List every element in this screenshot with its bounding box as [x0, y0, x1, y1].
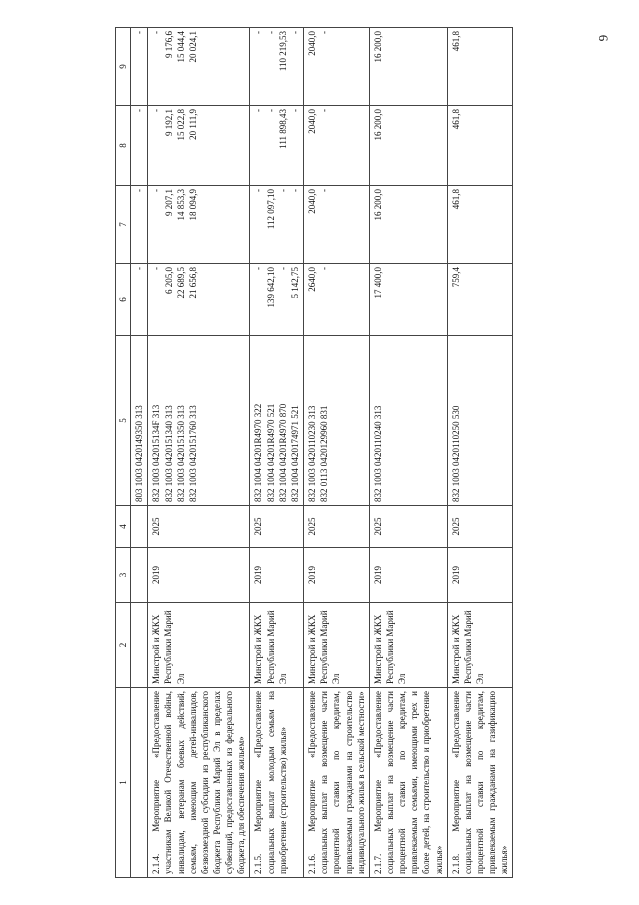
executor-cell: Минстрой и ЖКХ Республики Марий Эл — [447, 603, 513, 688]
value: 461,8 — [450, 109, 461, 130]
value: 17 400,0 — [372, 267, 383, 299]
value-cell — [447, 106, 513, 186]
value: 21 656,8 — [187, 267, 198, 299]
budget-code-cell — [250, 336, 304, 506]
value: - — [319, 109, 330, 112]
value: 16 200,0 — [372, 189, 383, 221]
value: - — [151, 267, 162, 270]
budget-code: 832 1004 04201R4970 870 — [277, 403, 288, 502]
executor-cell — [131, 603, 148, 688]
col-header: 9 — [116, 28, 131, 106]
table-row — [250, 28, 304, 878]
budget-code-cell — [148, 336, 250, 506]
value: - — [151, 109, 162, 112]
start-year-cell: 2019 — [369, 548, 447, 603]
value: - — [290, 189, 301, 192]
budget-code: 832 1003 042015134F 313 — [151, 404, 162, 502]
value: 139 642,10 — [265, 267, 276, 308]
value-cell — [148, 28, 250, 106]
start-year-cell: 2019 — [447, 548, 513, 603]
value: 16 200,0 — [372, 109, 383, 141]
value: 759,4 — [450, 267, 461, 288]
value: 111 898,43 — [277, 109, 288, 149]
value: - — [319, 189, 330, 192]
budget-code-cell — [131, 336, 148, 506]
value: - — [253, 31, 264, 34]
value: - — [253, 267, 264, 270]
col-header: 2 — [116, 603, 131, 688]
col-header: 1 — [116, 688, 131, 878]
value: 112 097,10 — [265, 189, 276, 230]
description-cell: 2.1.6. Мероприятие «Предоставление социальных выплат на возмещение части процентной ставки по кредитам, привлекаемым гражданами на строительство индивидуального жилья в сельской местности» — [304, 688, 370, 878]
value-cell — [447, 186, 513, 264]
value-cell — [447, 264, 513, 336]
program-table — [115, 27, 513, 878]
budget-code-cell — [304, 336, 370, 506]
value-cell — [250, 264, 304, 336]
executor-cell: Минстрой и ЖКХ Республики Марий Эл — [250, 603, 304, 688]
value: - — [253, 109, 264, 112]
value-cell — [369, 106, 447, 186]
value: 461,8 — [450, 31, 461, 52]
end-year-cell — [131, 506, 148, 548]
value-cell — [369, 28, 447, 106]
value-cell — [250, 186, 304, 264]
start-year-cell: 2019 — [250, 548, 304, 603]
value-cell — [304, 264, 370, 336]
value: - — [277, 267, 288, 270]
table-row — [131, 28, 148, 878]
description-cell: 2.1.8. Мероприятие «Предоставление социальных выплат на возмещение части процентной ставки по кредитам, привлекаемым гражданами на газификацию жилья» — [447, 688, 513, 878]
col-header: 4 — [116, 506, 131, 548]
value: - — [151, 189, 162, 192]
budget-code: 832 1004 0420174971 521 — [290, 405, 301, 502]
value-cell — [131, 186, 148, 264]
value: 2640,0 — [307, 267, 318, 292]
value: 18 094,9 — [187, 189, 198, 221]
budget-code: 832 1004 04201R4970 322 — [253, 403, 264, 502]
end-year-cell: 2025 — [369, 506, 447, 548]
executor-cell: Минстрой и ЖКХ Республики Марий Эл — [369, 603, 447, 688]
col-header: 7 — [116, 186, 131, 264]
start-year-cell: 2019 — [304, 548, 370, 603]
value: 461,8 — [450, 189, 461, 210]
executor-cell: Минстрой и ЖКХ Республики Марий Эл — [304, 603, 370, 688]
value: - — [134, 31, 145, 34]
value: - — [134, 109, 145, 112]
value-cell — [304, 106, 370, 186]
value: 2040,0 — [307, 189, 318, 214]
value: 22 689,5 — [175, 267, 186, 299]
start-year-cell: 2019 — [148, 548, 250, 603]
value: 20 111,9 — [187, 109, 198, 140]
end-year-cell: 2025 — [148, 506, 250, 548]
end-year-cell: 2025 — [447, 506, 513, 548]
description-cell: 2.1.5. Мероприятие «Предоставление социальных выплат молодым семьям на приобретение (строительство) жилья» — [250, 688, 304, 878]
budget-code: 832 0113 0420129960 831 — [319, 405, 330, 502]
table-row — [447, 28, 513, 878]
end-year-cell: 2025 — [304, 506, 370, 548]
budget-code: 832 1003 0420151350 313 — [175, 405, 186, 502]
rotated-table-sheet — [115, 28, 625, 878]
budget-code: 832 1004 04201R4970 521 — [265, 403, 276, 502]
value-cell — [369, 264, 447, 336]
value: - — [134, 189, 145, 192]
value: - — [290, 109, 301, 112]
value: 20 024,1 — [187, 31, 198, 63]
value: 15 022,8 — [175, 109, 186, 141]
page-number: 6 — [596, 34, 611, 42]
value: 14 853,3 — [175, 189, 186, 221]
value: 9 192,1 — [163, 109, 174, 136]
description-cell — [131, 688, 148, 878]
value-cell — [304, 28, 370, 106]
value-cell — [131, 28, 148, 106]
value: 6 205,0 — [163, 267, 174, 294]
value-cell — [447, 28, 513, 106]
table-row — [369, 28, 447, 878]
header-row — [116, 28, 131, 878]
value-cell — [304, 186, 370, 264]
value: - — [265, 31, 276, 34]
description-cell: 2.1.7. Мероприятие «Предоставление социальных выплат на возмещение части процентной ставки по кредитам, привлекаемым семьями, имеющими трех и более детей, на строительство и приобретение жилья» — [369, 688, 447, 878]
value-cell — [148, 264, 250, 336]
value: 2040,0 — [307, 31, 318, 56]
value: 110 219,53 — [277, 31, 288, 72]
budget-code: 832 1003 0420151760 313 — [187, 405, 198, 502]
budget-code: 832 1003 0420110240 313 — [372, 405, 383, 502]
budget-code: 832 1003 0420110230 313 — [307, 405, 318, 502]
budget-code: 832 1003 0420110250 530 — [450, 405, 461, 502]
value: - — [151, 31, 162, 34]
value-cell — [250, 28, 304, 106]
value: - — [319, 267, 330, 270]
value: 5 142,75 — [290, 267, 301, 299]
value-cell — [131, 106, 148, 186]
value-cell — [148, 106, 250, 186]
col-header: 5 — [116, 336, 131, 506]
value: - — [277, 189, 288, 192]
value: 16 200,0 — [372, 31, 383, 63]
value: - — [253, 189, 264, 192]
value: - — [265, 109, 276, 112]
col-header: 8 — [116, 106, 131, 186]
executor-cell: Минстрой и ЖКХ Республики Марий Эл — [148, 603, 250, 688]
col-header: 6 — [116, 264, 131, 336]
budget-code-cell — [369, 336, 447, 506]
table-body — [131, 28, 513, 878]
table-row — [148, 28, 250, 878]
budget-code: 803 1003 0420149350 313 — [134, 405, 145, 502]
col-header: 3 — [116, 548, 131, 603]
table-row — [304, 28, 370, 878]
budget-code: 832 1003 0420151340 313 — [163, 405, 174, 502]
value: 2040,0 — [307, 109, 318, 134]
value-cell — [148, 186, 250, 264]
value-cell — [250, 106, 304, 186]
budget-code-cell — [447, 336, 513, 506]
value: - — [319, 31, 330, 34]
value-cell — [131, 264, 148, 336]
end-year-cell: 2025 — [250, 506, 304, 548]
value: 9 207,1 — [163, 189, 174, 216]
value-cell — [369, 186, 447, 264]
value: 15 044,4 — [175, 31, 186, 63]
value: - — [290, 31, 301, 34]
start-year-cell — [131, 548, 148, 603]
value: 9 176,6 — [163, 31, 174, 58]
description-cell: 2.1.4. Мероприятие «Предоставление участникам Великой Отечественной войны, инвалидам, ветеранам боевых действий, семьям, имеющим детей-инвалидов, безвозмездной субсидии из республиканского бюджета Республики Марий Эл в пределах субвенций, предоставленных из федерального бюджета, для обеспечения жильем» — [148, 688, 250, 878]
value: - — [134, 267, 145, 270]
